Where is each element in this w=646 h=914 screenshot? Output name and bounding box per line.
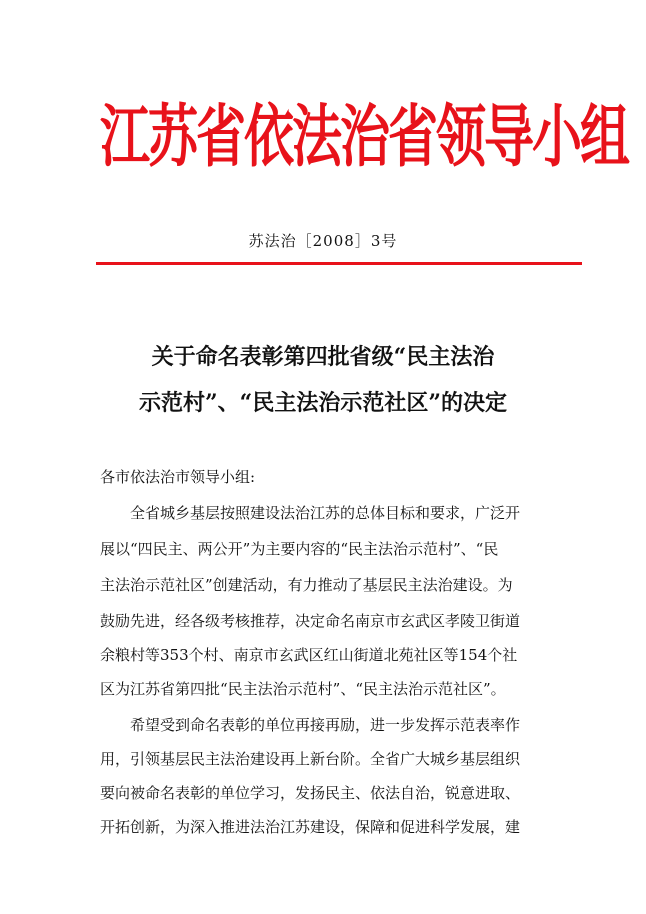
body-line: 主法治示范社区”创建活动，有力推动了基层民主法治建设。为 bbox=[100, 576, 513, 594]
body-line: 要向被命名表彰的单位学习，发扬民主、依法自治，锐意进取、 bbox=[100, 784, 521, 802]
body-line: 展以“四民主、两公开”为主要内容的“民主法治示范村”、“民 bbox=[100, 540, 499, 558]
red-divider-line bbox=[96, 262, 582, 265]
body-line: 全省城乡基层按照建设法治江苏的总体目标和要求，广泛开 bbox=[100, 504, 521, 522]
masthead-org-name: 江苏省依法治省领导小组 bbox=[100, 96, 628, 177]
body-line: 鼓励先进，经各级考核推荐，决定命名南京市玄武区孝陵卫街道 bbox=[100, 612, 521, 630]
salutation: 各市依法治市领导小组: bbox=[100, 468, 256, 486]
body-line: 余粮村等353个村、南京市玄武区红山街道北苑社区等154个社 bbox=[100, 646, 518, 664]
body-line: 用，引领基层民主法治建设再上新台阶。全省广大城乡基层组织 bbox=[100, 750, 521, 768]
document-title-line-1: 关于命名表彰第四批省级“民主法治 bbox=[151, 344, 495, 370]
body-line: 希望受到命名表彰的单位再接再励，进一步发挥示范表率作 bbox=[100, 716, 521, 734]
document-number: 苏法治［2008］3号 bbox=[248, 232, 398, 250]
document-title-line-2: 示范村”、“民主法治示范社区”的决定 bbox=[139, 390, 507, 416]
body-line: 开拓创新，为深入推进法治江苏建设，保障和促进科学发展，建 bbox=[100, 818, 521, 836]
body-line: 区为江苏省第四批“民主法治示范村”、“民主法治示范社区”。 bbox=[100, 680, 506, 698]
